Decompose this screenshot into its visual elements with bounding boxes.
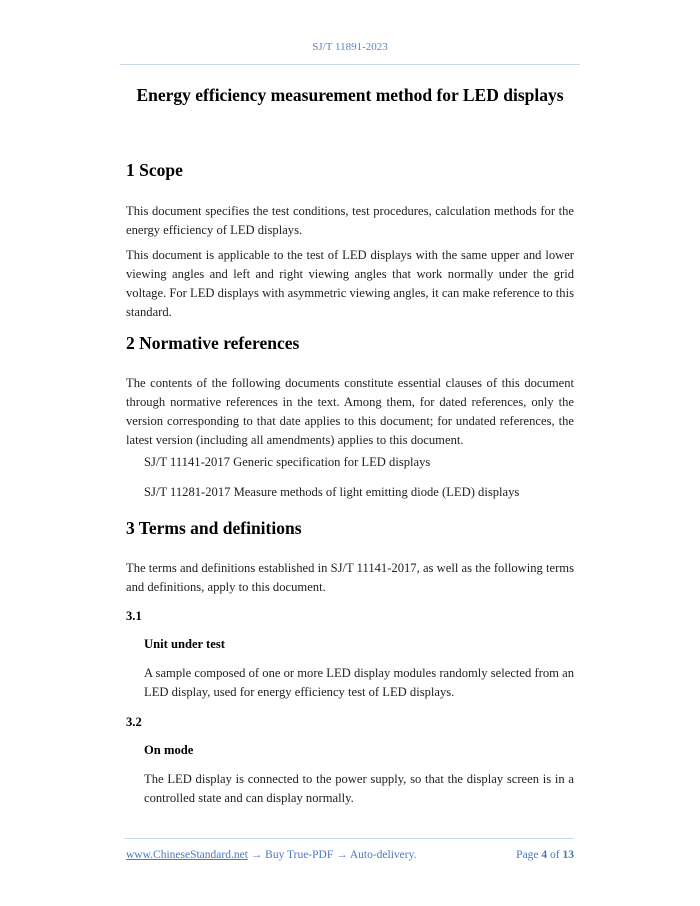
document-title: Energy efficiency measurement method for LED displays [136,85,564,105]
page-footer [126,849,574,861]
scope-paragraph: This document is applicable to the test of LED displays with the same upper and lower viewing angles and left and right viewing angles that work normally under the grid voltage. For LED displays with asymmetric viewing angles, it can make reference to this standard. [126,248,575,319]
terms-intro: The terms and definitions established in SJ/T 11141-2017, as well as the following terms and definitions, apply to this document. [126,561,574,594]
header-divider [120,64,580,65]
promo-text: → Buy True-PDF → Auto-delivery. [247,849,417,861]
normative-intro: The contents of the following documents constitute essential clauses of this document through normative references in the text. Among them, for dated references, only the version corresponding to that date applies to this document; for undated references, the latest version (including all amendments) applies to this document. [126,376,574,447]
clause-number: 3.2 [126,715,142,729]
section-heading-normative: 2 Normative references [126,333,300,353]
website-link[interactable]: www.ChineseStandard.net [126,849,248,861]
scope-paragraph: This document specifies the test conditions, test procedures, calculation methods for the energy efficiency of LED displays. [126,204,574,237]
term-definition: A sample composed of one or more LED display modules randomly selected from an LED display, used for energy efficiency test of LED displays. [144,666,574,699]
term-name: On mode [144,743,194,757]
standard-code: SJ/T 11891-2023 [312,41,388,53]
clause-number: 3.1 [126,609,142,623]
reference-item: SJ/T 11281-2017 Measure methods of light emitting diode (LED) displays [144,485,520,499]
page-label: Page [516,849,539,861]
reference-item: SJ/T 11141-2017 Generic specification for LED displays [144,455,431,469]
page-indicator [516,849,574,861]
footer-divider [124,838,574,839]
term-definition: The LED display is connected to the power supply, so that the display screen is in a controlled state and can display normally. [144,772,574,805]
term-name: Unit under test [144,637,225,651]
page-total: 13 [562,849,574,861]
section-heading-terms: 3 Terms and definitions [126,518,302,538]
page-of: of [550,849,560,861]
page-current: 4 [541,849,548,861]
section-heading-scope: 1 Scope [126,160,183,180]
